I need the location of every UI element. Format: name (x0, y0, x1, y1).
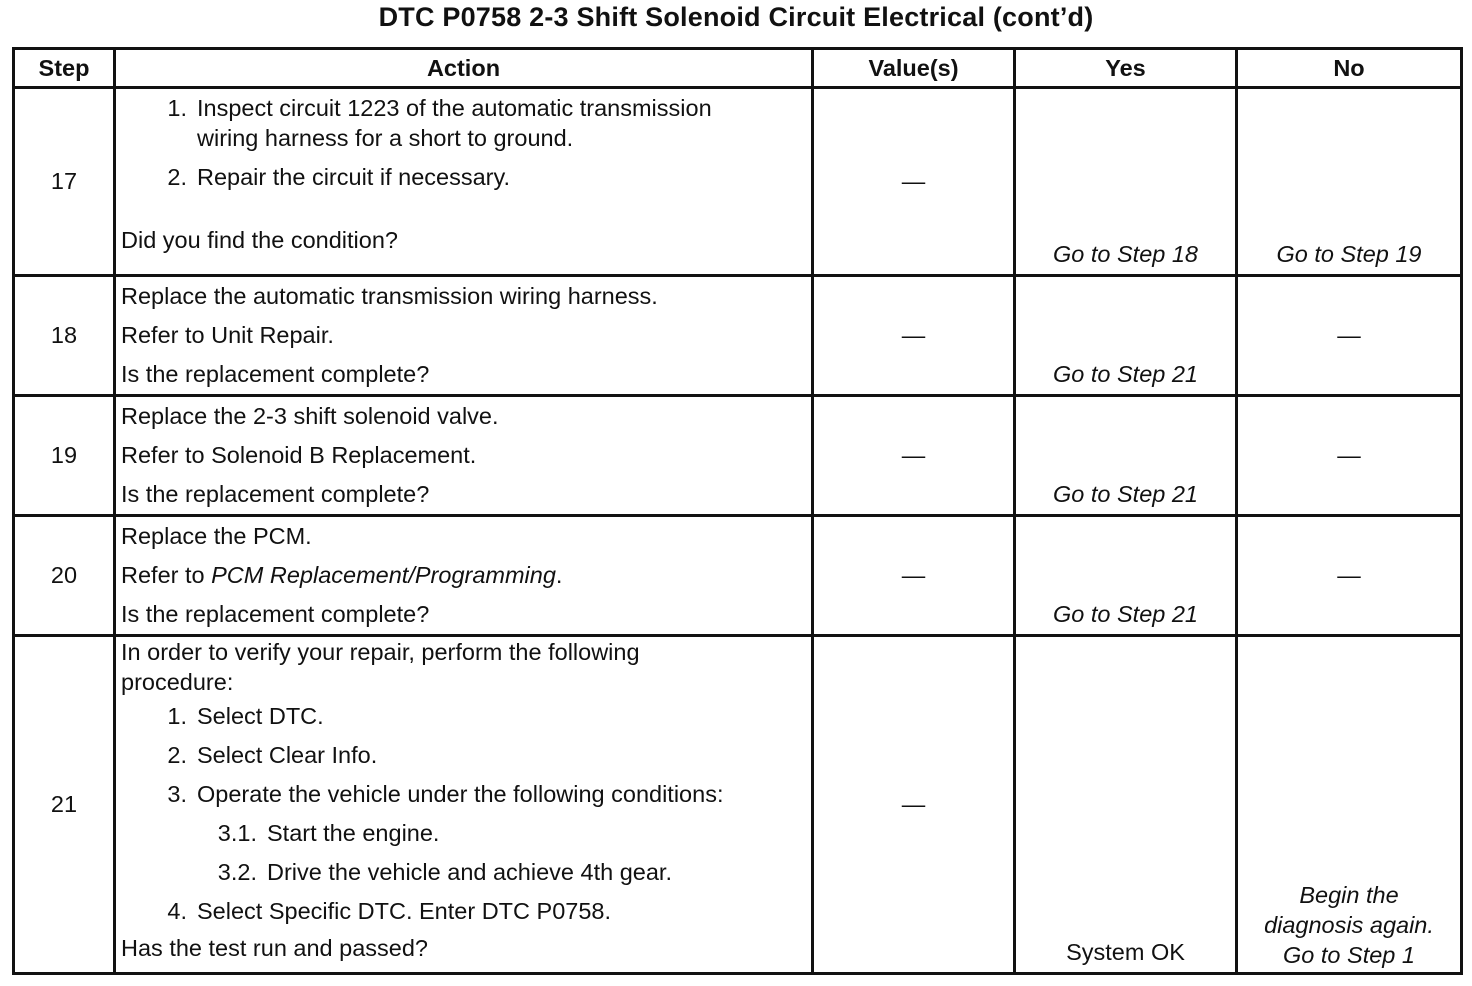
header-step: Step (14, 49, 115, 88)
header-values: Value(s) (813, 49, 1015, 88)
no-cell (1237, 636, 1462, 974)
header-no: No (1237, 49, 1462, 88)
table-row (14, 88, 1462, 276)
action-intro: procedure: (121, 669, 234, 695)
yes-cell: Go to Step 21 (1015, 516, 1237, 636)
action-question: Has the test run and passed? (121, 935, 429, 961)
action-cell (115, 88, 813, 276)
action-line: Replace the PCM. (121, 523, 312, 549)
value-cell: — (813, 396, 1015, 516)
no-cell: — (1237, 396, 1462, 516)
action-cell (115, 276, 813, 396)
value-cell: — (813, 276, 1015, 396)
action-cell (115, 636, 813, 974)
value-cell: — (813, 88, 1015, 276)
step-number: 19 (14, 396, 115, 516)
action-line: Refer to Solenoid B Replacement. (121, 442, 477, 468)
yes-cell: System OK (1015, 636, 1237, 974)
page-title: DTC P0758 2-3 Shift Solenoid Circuit Electrical (cont’d) (378, 2, 1094, 32)
action-sub-item: 3.2. Drive the vehicle and achieve 4th gear. (217, 859, 672, 885)
action-list-item-continued: wiring harness for a short to ground. (197, 125, 574, 151)
action-cell (115, 516, 813, 636)
action-line: Refer to PCM Replacement/Programming. (121, 562, 563, 588)
step-number: 21 (14, 636, 115, 974)
no-line: diagnosis again. (1264, 912, 1434, 938)
table-row (14, 276, 1462, 396)
action-line: Replace the automatic transmission wiring harness. (121, 283, 658, 309)
no-cell: — (1237, 276, 1462, 396)
action-list-item: 4. Select Specific DTC. Enter DTC P0758. (167, 898, 612, 924)
action-list-item: 1. Select DTC. (167, 703, 324, 729)
step-number: 18 (14, 276, 115, 396)
table-row (14, 516, 1462, 636)
action-list-item: 3. Operate the vehicle under the following conditions: (167, 781, 724, 807)
no-cell: Go to Step 19 (1237, 88, 1462, 276)
table-row (14, 396, 1462, 516)
action-question: Is the replacement complete? (121, 601, 430, 627)
action-list-item: 2. Repair the circuit if necessary. (167, 164, 511, 190)
value-cell: — (813, 516, 1015, 636)
yes-cell: Go to Step 21 (1015, 276, 1237, 396)
yes-cell: Go to Step 21 (1015, 396, 1237, 516)
no-cell: — (1237, 516, 1462, 636)
step-number: 20 (14, 516, 115, 636)
yes-cell: Go to Step 18 (1015, 88, 1237, 276)
no-line: Go to Step 1 (1283, 942, 1415, 968)
action-cell (115, 396, 813, 516)
header-row (14, 49, 1462, 88)
action-list-item: 1. Inspect circuit 1223 of the automatic transmission (167, 95, 712, 121)
action-sub-item: 3.1. Start the engine. (217, 820, 440, 846)
action-line: Refer to Unit Repair. (121, 322, 334, 348)
diagnostic-table (12, 47, 1463, 975)
action-question: Is the replacement complete? (121, 481, 430, 507)
action-list-item: 2. Select Clear Info. (167, 742, 378, 768)
reference-link-text: PCM Replacement/Programming (211, 562, 556, 588)
action-intro: In order to verify your repair, perform the following (121, 639, 640, 665)
step-number: 17 (14, 88, 115, 276)
header-action: Action (115, 49, 813, 88)
action-question: Is the replacement complete? (121, 361, 430, 387)
no-line: Begin the (1299, 882, 1399, 908)
action-question: Did you find the condition? (121, 227, 398, 253)
header-yes: Yes (1015, 49, 1237, 88)
value-cell: — (813, 636, 1015, 974)
action-line: Replace the 2-3 shift solenoid valve. (121, 403, 499, 429)
table-row (14, 636, 1462, 974)
